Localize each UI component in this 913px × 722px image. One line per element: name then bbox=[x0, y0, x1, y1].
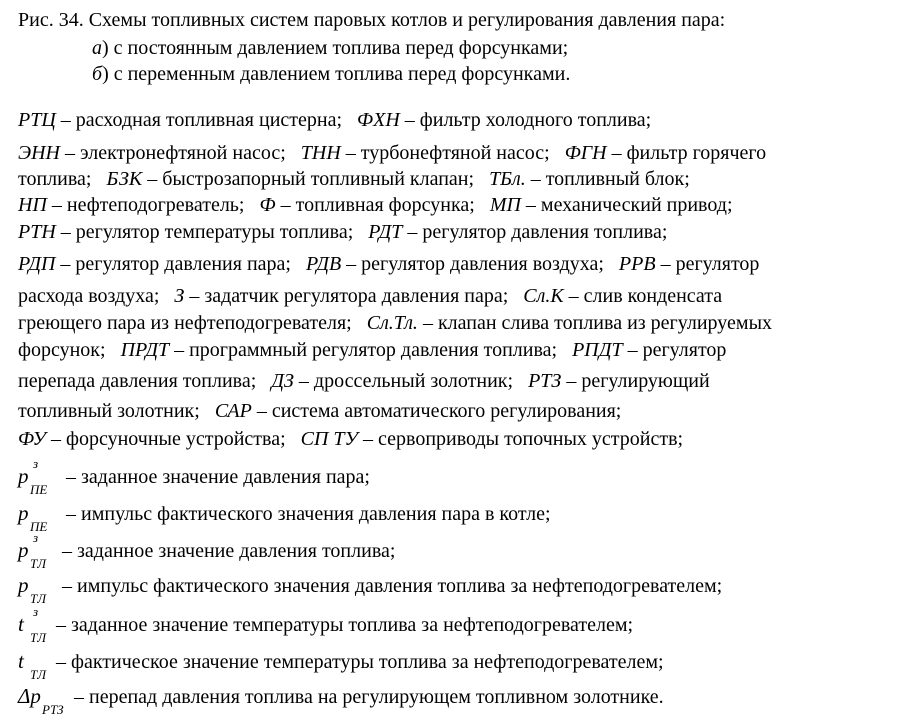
symbol-line bbox=[18, 456, 370, 497]
legend-def: топливный золотник; bbox=[18, 400, 215, 422]
symbol-def: – перепад давления топлива на регулирующем топливном золотнике. bbox=[74, 686, 664, 708]
legend-line bbox=[18, 167, 690, 191]
symbol-line bbox=[18, 649, 664, 682]
math-symbol bbox=[18, 684, 70, 717]
legend-abbr: МП bbox=[489, 194, 521, 216]
legend-def: – задатчик регулятора давления пара; bbox=[184, 285, 524, 307]
math-symbol bbox=[18, 573, 58, 606]
legend-def: – регулятор давления пара; bbox=[55, 253, 306, 275]
legend-def: – сервоприводы топочных устройств; bbox=[358, 428, 684, 450]
symbol-superscript: з bbox=[33, 530, 39, 545]
legend-def: – быстрозапорный топливный клапан; bbox=[142, 168, 490, 190]
legend-abbr: РРВ bbox=[618, 253, 656, 275]
symbol-base: t bbox=[18, 649, 24, 673]
legend-def: – система автоматического регулирования; bbox=[251, 400, 622, 422]
legend-def: – регулятор давления топлива; bbox=[402, 221, 668, 243]
caption-text-a: ) с постоянным давлением топлива перед форсунками; bbox=[102, 37, 569, 59]
symbol-subscript: ТЛ bbox=[30, 556, 47, 571]
legend-line bbox=[18, 399, 621, 423]
legend-abbr: ФГН bbox=[564, 142, 607, 164]
legend-abbr: РДВ bbox=[305, 253, 342, 275]
legend-abbr: РПДТ bbox=[572, 339, 623, 361]
legend-def: – нефтеподогреватель; bbox=[46, 194, 260, 216]
legend-abbr: ТБл. bbox=[489, 168, 526, 190]
legend-abbr: ТНН bbox=[300, 142, 341, 164]
legend-def: – регулятор давления воздуха; bbox=[341, 253, 619, 275]
caption-item-a bbox=[92, 36, 568, 60]
symbol-line bbox=[18, 530, 396, 571]
legend-abbr: РДП bbox=[18, 253, 56, 275]
legend-def: форсунок; bbox=[18, 339, 121, 361]
legend-def: – механический привод; bbox=[520, 194, 733, 216]
legend-def: – дроссельный золотник; bbox=[293, 370, 529, 392]
symbol-base: p bbox=[18, 538, 29, 562]
legend-abbr: РТЦ bbox=[18, 109, 56, 131]
symbol-subscript: ТЛ bbox=[30, 630, 47, 645]
symbol-line bbox=[18, 573, 723, 606]
math-symbol bbox=[18, 456, 62, 497]
symbol-superscript: з bbox=[33, 604, 39, 619]
symbol-line bbox=[18, 604, 634, 645]
legend-line bbox=[18, 252, 759, 276]
legend-def: топлива; bbox=[18, 168, 107, 190]
math-symbol bbox=[18, 649, 52, 682]
legend-def: – регулятор температуры топлива; bbox=[55, 221, 369, 243]
legend-def: расхода воздуха; bbox=[18, 285, 175, 307]
math-symbol bbox=[18, 604, 52, 645]
symbol-subscript: РТЗ bbox=[42, 702, 64, 717]
legend-def: – слив конденсата bbox=[563, 285, 723, 307]
legend-abbr: З bbox=[174, 285, 185, 307]
legend-def: греющего пара из нефтеподогревателя; bbox=[18, 312, 367, 334]
legend-def: – программный регулятор давления топлива; bbox=[169, 339, 573, 361]
legend-def: – электронефтяной насос; bbox=[59, 142, 301, 164]
symbol-def: – заданное значение давления пара; bbox=[66, 466, 370, 488]
legend-abbr: СП ТУ bbox=[300, 428, 359, 450]
legend-def: перепада давления топлива; bbox=[18, 370, 272, 392]
symbol-subscript: ТЛ bbox=[30, 667, 47, 682]
symbol-def: – заданное значение температуры топлива за нефтеподогревателем; bbox=[56, 614, 634, 636]
legend-abbr: ДЗ bbox=[271, 370, 294, 392]
legend-def: – топливный блок; bbox=[525, 168, 690, 190]
symbol-base: t bbox=[18, 612, 24, 636]
legend-line bbox=[18, 108, 651, 132]
legend-abbr: РДТ bbox=[368, 221, 403, 243]
legend-abbr: ФХН bbox=[357, 109, 400, 131]
legend-def: – форсуночные устройства; bbox=[46, 428, 301, 450]
legend-def: – фильтр горячего bbox=[606, 142, 767, 164]
symbol-line bbox=[18, 684, 664, 717]
math-symbol bbox=[18, 530, 58, 571]
legend-abbr: Ф bbox=[259, 194, 276, 216]
legend-abbr: САР bbox=[214, 400, 252, 422]
symbol-def: – заданное значение давления топлива; bbox=[62, 540, 396, 562]
legend-def: – фильтр холодного топлива; bbox=[399, 109, 652, 131]
legend-abbr: РТН bbox=[18, 221, 56, 243]
math-symbol bbox=[18, 501, 62, 534]
symbol-def: – импульс фактического значения давления пара в котле; bbox=[66, 503, 551, 525]
legend-line bbox=[18, 427, 683, 451]
legend-line bbox=[18, 311, 772, 335]
symbol-base: p bbox=[18, 501, 29, 525]
legend-line bbox=[18, 141, 766, 165]
symbol-def: – импульс фактического значения давления топлива за нефтеподогревателем; bbox=[62, 575, 723, 597]
symbol-line bbox=[18, 501, 551, 534]
symbol-def: – фактическое значение температуры топлива за нефтеподогревателем; bbox=[56, 651, 664, 673]
legend-def: – регулирующий bbox=[561, 370, 710, 392]
symbol-subscript: ПЕ bbox=[30, 482, 48, 497]
symbol-superscript: з bbox=[33, 456, 39, 471]
symbol-subscript: ТЛ bbox=[30, 591, 47, 606]
legend-line bbox=[18, 338, 726, 362]
legend-abbr: НП bbox=[18, 194, 47, 216]
symbol-subscript: ПЕ bbox=[30, 519, 48, 534]
legend-def: – топливная форсунка; bbox=[275, 194, 490, 216]
legend-def: – регулятор bbox=[622, 339, 727, 361]
legend-def: – регулятор bbox=[655, 253, 760, 275]
legend-abbr: РТЗ bbox=[528, 370, 562, 392]
legend-abbr: Сл.К bbox=[523, 285, 564, 307]
symbol-base: p bbox=[18, 573, 29, 597]
legend-line bbox=[18, 193, 733, 217]
legend-line bbox=[18, 220, 667, 244]
legend-line bbox=[18, 284, 722, 308]
caption-letter-b: б bbox=[92, 63, 103, 85]
legend-abbr: ФУ bbox=[18, 428, 46, 450]
caption-item-b bbox=[92, 62, 570, 86]
legend-abbr: ПРДТ bbox=[120, 339, 170, 361]
legend-abbr: ЭНН bbox=[18, 142, 60, 164]
legend-abbr: БЗК bbox=[106, 168, 143, 190]
figure-caption-title bbox=[18, 8, 725, 32]
legend-def: – клапан слива топлива из регулируемых bbox=[417, 312, 772, 334]
caption-text-b: ) с переменным давлением топлива перед форсунками. bbox=[102, 63, 571, 85]
legend-line bbox=[18, 369, 710, 393]
caption-title-text: Рис. 34. Схемы топливных систем паровых котлов и регулирования давления пара: bbox=[18, 9, 726, 31]
caption-letter-a: а bbox=[92, 37, 102, 59]
legend-def: – расходная топливная цистерна; bbox=[55, 109, 358, 131]
legend-abbr: Сл.Тл. bbox=[366, 312, 418, 334]
legend-def: – турбонефтяной насос; bbox=[340, 142, 565, 164]
symbol-base: p bbox=[18, 464, 29, 488]
symbol-base: Δp bbox=[18, 684, 41, 708]
